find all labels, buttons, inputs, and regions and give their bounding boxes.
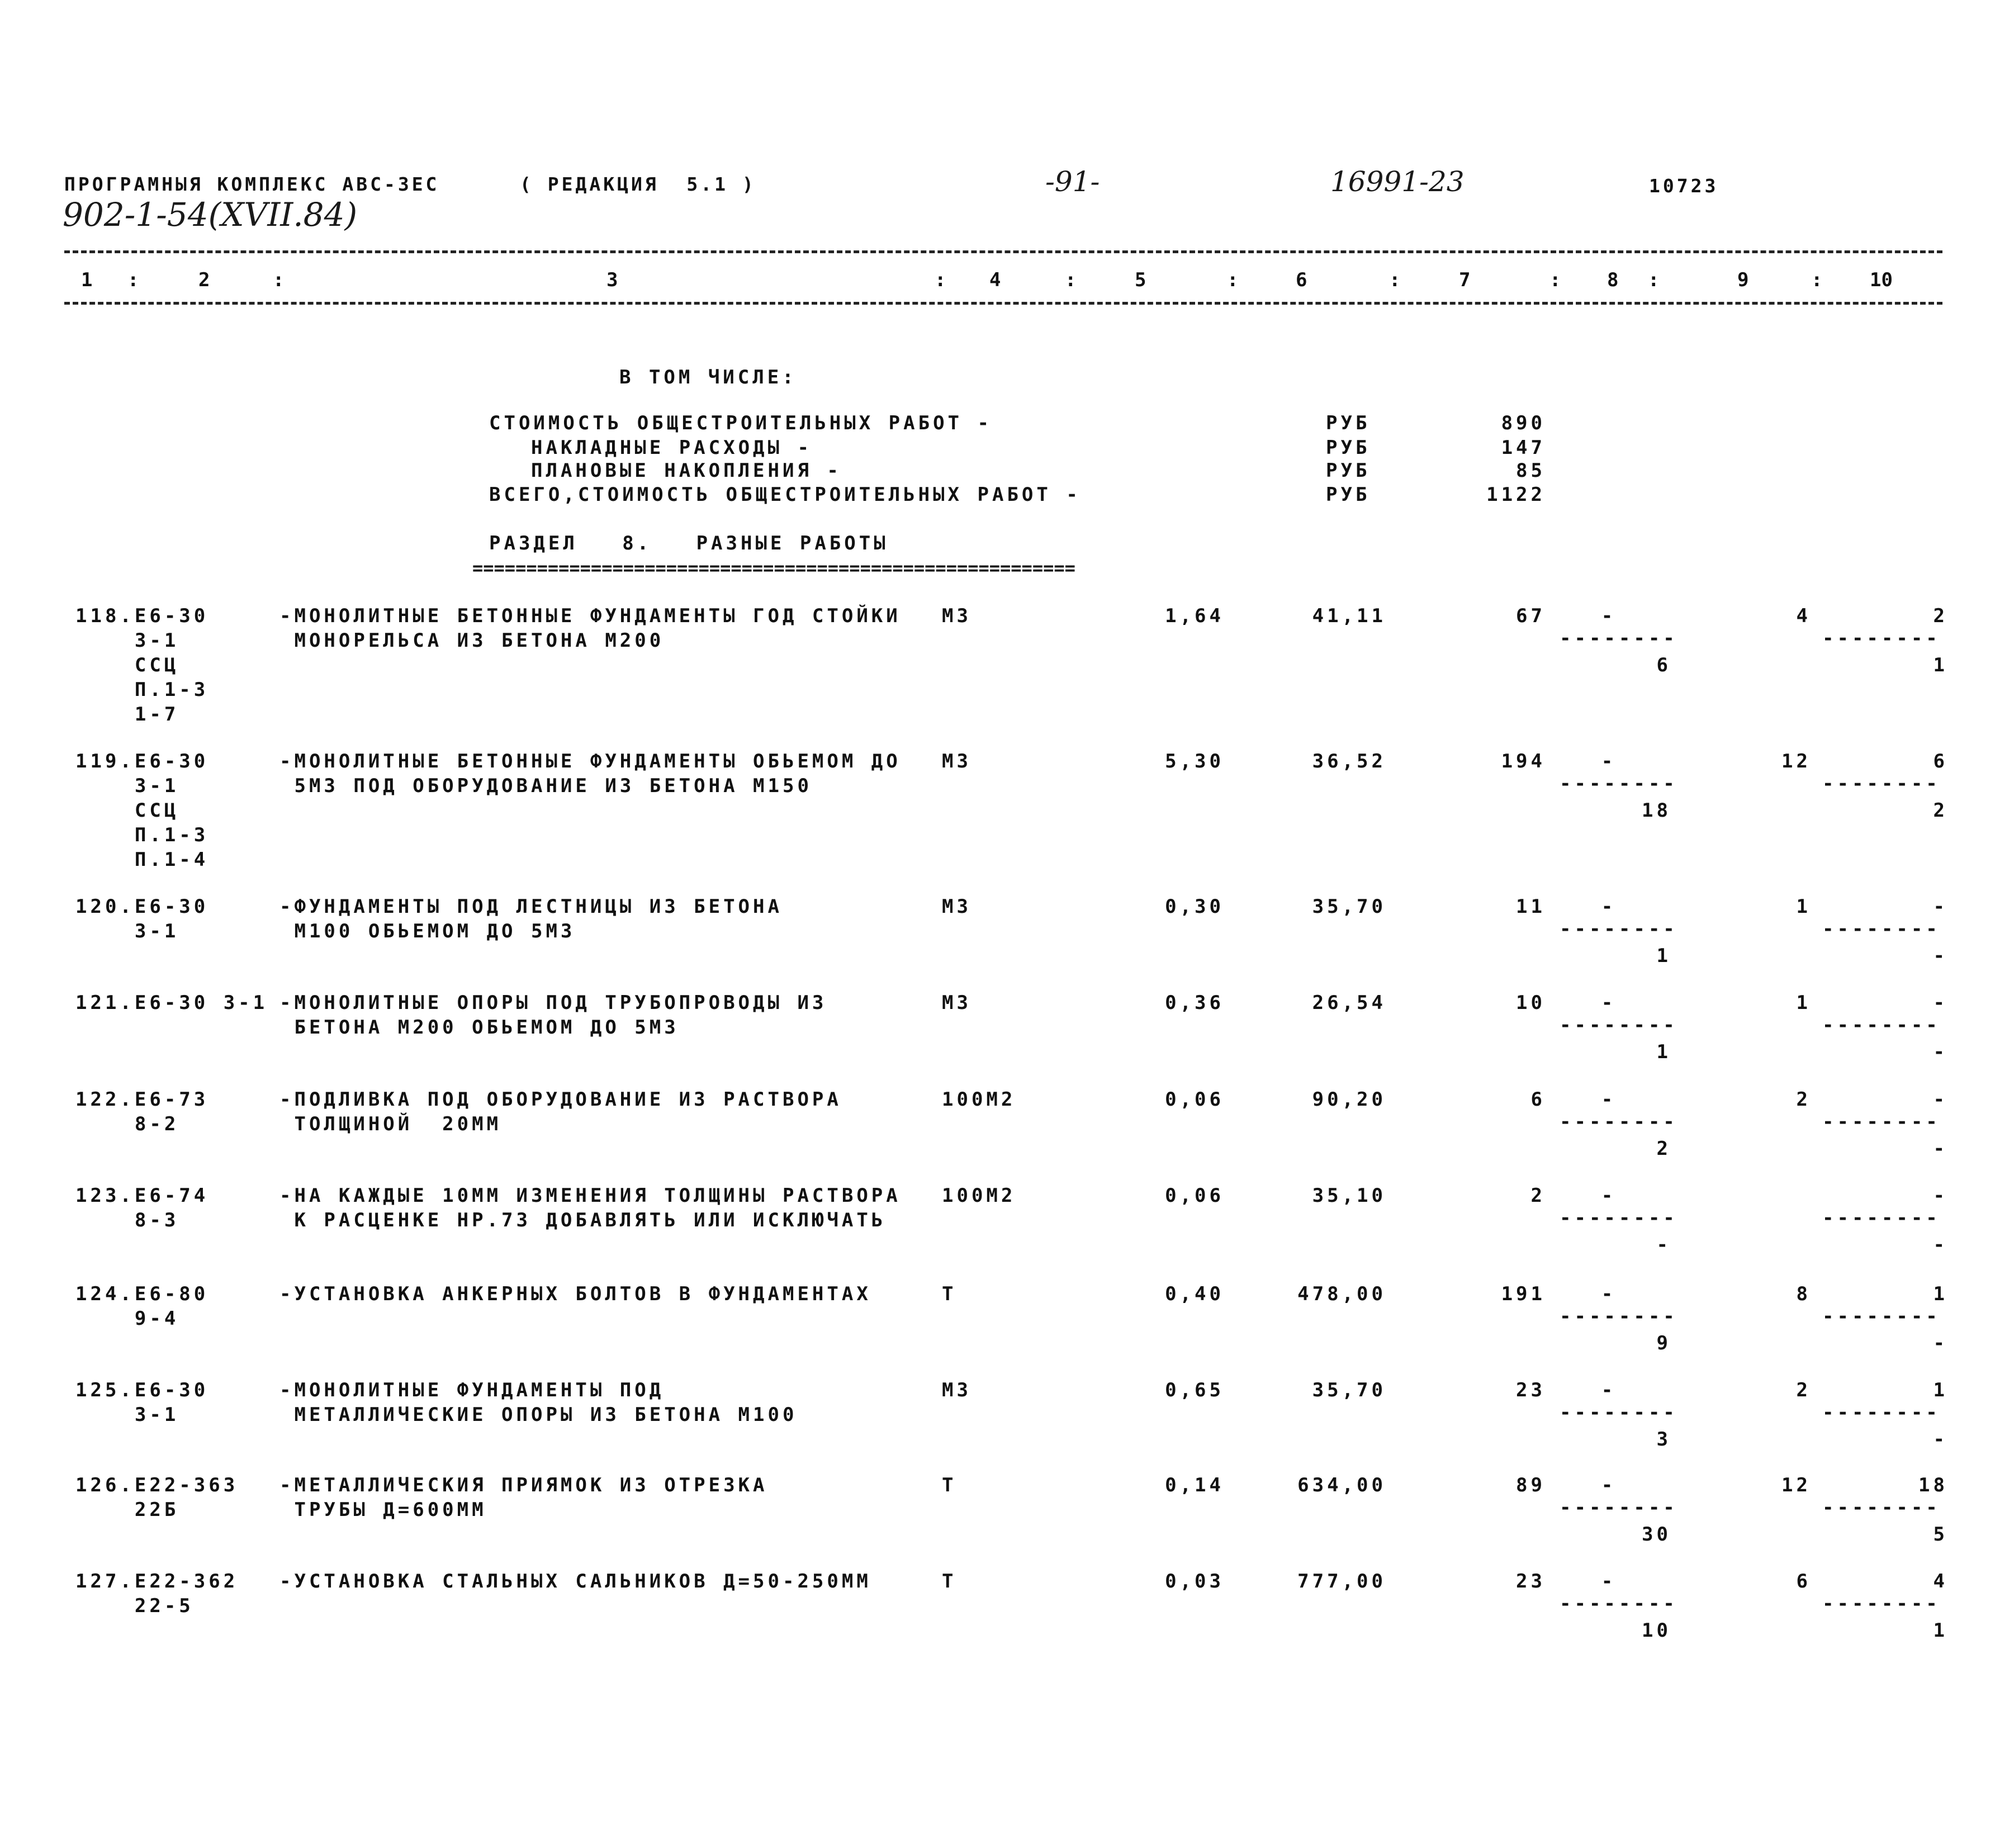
row-col10-top: - [1933, 895, 1948, 918]
row-unit: М3 [942, 605, 972, 627]
section-underline: ======================================================== [472, 557, 1075, 579]
row-col10-line: -------- [1822, 1496, 1941, 1519]
program-title: ПРОГРАМНЫЯ КОМПЛЕКС АВС-3ЕС [64, 173, 440, 195]
row-col10-bottom: - [1933, 1428, 1948, 1451]
document-code: 10723 [1649, 175, 1719, 197]
row-total: 10 [1516, 992, 1546, 1014]
row-description: -ФУНДАМЕНТЫ ПОД ЛЕСТНИЦЫ ИЗ БЕТОНА [279, 895, 783, 918]
column-number: 7 [1459, 269, 1471, 291]
row-col10-bottom: - [1933, 1138, 1948, 1160]
column-number: 2 [198, 269, 210, 291]
row-col8-top: - [1601, 1379, 1617, 1401]
row-col10-bottom: - [1933, 1041, 1948, 1063]
row-col8-bottom: 6 [1656, 654, 1671, 676]
row-quantity: 0,06 [1165, 1088, 1224, 1111]
row-col8-line: -------- [1560, 1593, 1678, 1615]
summary-value: 147 [1501, 437, 1546, 459]
row-code: 125.Е6-30 [75, 1379, 209, 1401]
row-col10-line: -------- [1822, 773, 1941, 795]
row-col10-bottom: 5 [1933, 1523, 1948, 1546]
row-unit-price: 35,70 [1312, 895, 1386, 918]
row-col8-bottom: - [1656, 1234, 1671, 1256]
header-rule-bottom [64, 302, 1942, 305]
row-col9: 12 [1781, 1474, 1811, 1496]
row-col10-top: 6 [1933, 750, 1948, 773]
row-code: 8-3 [75, 1209, 179, 1231]
column-separator: : [1389, 269, 1401, 291]
summary-unit: РУБ [1326, 484, 1371, 506]
column-separator: : [1065, 269, 1077, 291]
row-total: 23 [1516, 1379, 1546, 1401]
row-description: К РАСЦЕНКЕ НР.73 ДОБАВЛЯТЬ ИЛИ ИСКЛЮЧАТЬ [279, 1209, 887, 1231]
row-unit: Т [942, 1474, 957, 1496]
row-unit-price: 35,10 [1312, 1184, 1386, 1207]
document-number: 16991-23 [1330, 165, 1465, 198]
row-col9: 12 [1781, 750, 1811, 773]
row-col9: 2 [1796, 1379, 1811, 1401]
column-number: 6 [1296, 269, 1307, 291]
row-unit: Т [942, 1283, 957, 1305]
row-col10-top: 4 [1933, 1570, 1948, 1593]
row-col8-line: -------- [1560, 1401, 1678, 1424]
row-col8-top: - [1601, 895, 1617, 918]
row-col8-bottom: 18 [1642, 799, 1671, 822]
row-col10-bottom: 1 [1933, 654, 1948, 676]
column-number: 4 [989, 269, 1001, 291]
page-number: -91- [1045, 165, 1100, 198]
row-col8-top: - [1601, 1283, 1617, 1305]
row-quantity: 0,06 [1165, 1184, 1224, 1207]
row-code: 120.Е6-30 [75, 895, 209, 918]
row-quantity: 1,64 [1165, 605, 1224, 627]
row-quantity: 0,30 [1165, 895, 1224, 918]
row-col10-top: 1 [1933, 1379, 1948, 1401]
row-unit-price: 634,00 [1297, 1474, 1386, 1496]
row-col8-top: - [1601, 605, 1617, 627]
row-unit: М3 [942, 895, 972, 918]
row-unit: 100М2 [942, 1088, 1016, 1111]
row-unit: Т [942, 1570, 957, 1593]
row-quantity: 0,36 [1165, 992, 1224, 1014]
row-col10-top: - [1933, 1088, 1948, 1111]
row-col10-bottom: 1 [1933, 1619, 1948, 1642]
summary-unit: РУБ [1326, 459, 1371, 482]
row-col8-bottom: 9 [1656, 1332, 1671, 1354]
section-title: РАЗДЕЛ 8. РАЗНЫЕ РАБОТЫ [489, 532, 889, 555]
row-unit-price: 90,20 [1312, 1088, 1386, 1111]
row-total: 2 [1530, 1184, 1546, 1207]
row-col10-top: - [1933, 992, 1948, 1014]
row-description: -УСТАНОВКА СТАЛЬНЫХ САЛЬНИКОВ Д=50-250ММ [279, 1570, 871, 1593]
row-description: МЕТАЛЛИЧЕСКИЕ ОПОРЫ ИЗ БЕТОНА М100 [279, 1404, 798, 1426]
row-quantity: 0,14 [1165, 1474, 1224, 1496]
column-separator: : [1811, 269, 1823, 291]
summary-intro: В ТОМ ЧИСЛЕ: [619, 366, 797, 388]
row-description: -МОНОЛИТНЫЕ ФУНДАМЕНТЫ ПОД [279, 1379, 665, 1401]
row-col8-line: -------- [1560, 1496, 1678, 1519]
row-quantity: 0,40 [1165, 1283, 1224, 1305]
row-col10-line: -------- [1822, 1111, 1941, 1133]
row-code: ССЦ [75, 799, 179, 822]
row-col10-bottom: - [1933, 1332, 1948, 1354]
row-code: 123.Е6-74 [75, 1184, 209, 1207]
row-col8-top: - [1601, 1184, 1617, 1207]
row-col10-line: -------- [1822, 1305, 1941, 1328]
summary-label-planned: ПЛАНОВЫЕ НАКОПЛЕНИЯ - [531, 459, 842, 482]
row-code: П.1-4 [75, 849, 209, 871]
row-col10-line: -------- [1822, 918, 1941, 940]
row-code: 3-1 [75, 1404, 179, 1426]
row-col8-bottom: 10 [1642, 1619, 1671, 1642]
row-unit-price: 26,54 [1312, 992, 1386, 1014]
row-code: 1-7 [75, 703, 179, 726]
row-col8-line: -------- [1560, 1305, 1678, 1328]
row-code: 22Б [75, 1499, 179, 1521]
column-number: 3 [606, 269, 618, 291]
row-description: -МЕТАЛЛИЧЕСКИЯ ПРИЯМОК ИЗ ОТРЕЗКА [279, 1474, 768, 1496]
row-unit: 100М2 [942, 1184, 1016, 1207]
row-col9: 2 [1796, 1088, 1811, 1111]
row-total: 23 [1516, 1570, 1546, 1593]
row-col10-top: - [1933, 1184, 1948, 1207]
row-code: ССЦ [75, 654, 179, 676]
row-description: БЕТОНА М200 ОБЬЕМОМ ДО 5М3 [279, 1016, 679, 1039]
row-unit: М3 [942, 1379, 972, 1401]
row-col8-line: -------- [1560, 1207, 1678, 1229]
row-col10-line: -------- [1822, 1401, 1941, 1424]
column-separator: : [935, 269, 946, 291]
row-code: 118.Е6-30 [75, 605, 209, 627]
row-col9: 6 [1796, 1570, 1811, 1593]
summary-unit: РУБ [1326, 412, 1371, 434]
row-description: -МОНОЛИТНЫЕ БЕТОННЫЕ ФУНДАМЕНТЫ ГОД СТОЙКИ [279, 605, 901, 627]
row-col8-top: - [1601, 1088, 1617, 1111]
row-total: 6 [1530, 1088, 1546, 1111]
row-unit-price: 36,52 [1312, 750, 1386, 773]
row-total: 89 [1516, 1474, 1546, 1496]
row-col10-line: -------- [1822, 1593, 1941, 1615]
row-description: -НА КАЖДЫЕ 10ММ ИЗМЕНЕНИЯ ТОЛЩИНЫ РАСТВОРА [279, 1184, 901, 1207]
summary-unit: РУБ [1326, 437, 1371, 459]
row-total: 191 [1501, 1283, 1546, 1305]
column-number: 5 [1135, 269, 1146, 291]
row-description: -ПОДЛИВКА ПОД ОБОРУДОВАНИЕ ИЗ РАСТВОРА [279, 1088, 842, 1111]
row-col10-bottom: - [1933, 945, 1948, 967]
row-unit-price: 35,70 [1312, 1379, 1386, 1401]
row-unit-price: 777,00 [1297, 1570, 1386, 1593]
row-code: 3-1 [75, 775, 179, 797]
column-number: 10 [1870, 269, 1893, 291]
row-col9: 1 [1796, 895, 1811, 918]
row-col8-top: - [1601, 750, 1617, 773]
row-code: 127.Е22-362 [75, 1570, 239, 1593]
row-description: М100 ОБЬЕМОМ ДО 5М3 [279, 920, 576, 942]
row-col8-top: - [1601, 1474, 1617, 1496]
column-separator: : [1648, 269, 1660, 291]
row-col8-bottom: 1 [1656, 945, 1671, 967]
row-col10-bottom: 2 [1933, 799, 1948, 822]
column-number: 1 [81, 269, 93, 291]
column-separator: : [1549, 269, 1561, 291]
row-col8-line: -------- [1560, 1111, 1678, 1133]
header-rule-top [64, 250, 1942, 253]
column-separator: : [273, 269, 285, 291]
row-quantity: 0,03 [1165, 1570, 1224, 1593]
program-edition: ( РЕДАКЦИЯ 5.1 ) [520, 173, 756, 195]
row-code: 8-2 [75, 1113, 179, 1135]
row-col8-line: -------- [1560, 627, 1678, 650]
row-col8-top: - [1601, 1570, 1617, 1593]
column-number: 8 [1607, 269, 1619, 291]
row-description: -МОНОЛИТНЫЕ БЕТОННЫЕ ФУНДАМЕНТЫ ОБЬЕМОМ ДО [279, 750, 901, 773]
row-col8-bottom: 1 [1656, 1041, 1671, 1063]
row-col10-top: 1 [1933, 1283, 1948, 1305]
row-col8-line: -------- [1560, 918, 1678, 940]
row-description: ТРУБЫ Д=600ММ [279, 1499, 487, 1521]
row-quantity: 5,30 [1165, 750, 1224, 773]
summary-label-overhead: НАКЛАДНЫЕ РАСХОДЫ - [531, 437, 812, 459]
row-col10-top: 18 [1918, 1474, 1948, 1496]
row-col9: 4 [1796, 605, 1811, 627]
row-description: -УСТАНОВКА АНКЕРНЫХ БОЛТОВ В ФУНДАМЕНТАХ [279, 1283, 871, 1305]
row-code: П.1-3 [75, 824, 209, 846]
row-description: 5М3 ПОД ОБОРУДОВАНИЕ ИЗ БЕТОНА М150 [279, 775, 812, 797]
row-col8-line: -------- [1560, 773, 1678, 795]
row-quantity: 0,65 [1165, 1379, 1224, 1401]
row-col10-line: -------- [1822, 627, 1941, 650]
summary-value: 1122 [1486, 484, 1546, 506]
row-description: МОНОРЕЛЬСА ИЗ БЕТОНА М200 [279, 629, 665, 652]
row-code: 119.Е6-30 [75, 750, 209, 773]
row-code: 9-4 [75, 1307, 179, 1330]
row-col8-line: -------- [1560, 1014, 1678, 1036]
row-description: -МОНОЛИТНЫЕ ОПОРЫ ПОД ТРУБОПРОВОДЫ ИЗ [279, 992, 827, 1014]
row-col10-bottom: - [1933, 1234, 1948, 1256]
row-code: 3-1 [75, 920, 179, 942]
column-separator: : [1227, 269, 1239, 291]
summary-label-total: ВСЕГО,СТОИМОСТЬ ОБЩЕСТРОИТЕЛЬНЫХ РАБОТ - [489, 484, 1081, 506]
summary-value: 85 [1516, 459, 1546, 482]
row-col10-line: -------- [1822, 1014, 1941, 1036]
row-col9: 1 [1796, 992, 1811, 1014]
row-total: 67 [1516, 605, 1546, 627]
row-unit-price: 41,11 [1312, 605, 1386, 627]
row-col8-bottom: 2 [1656, 1138, 1671, 1160]
row-unit-price: 478,00 [1297, 1283, 1386, 1305]
summary-label-general: СТОИМОСТЬ ОБЩЕСТРОИТЕЛЬНЫХ РАБОТ - [489, 412, 992, 434]
row-col8-bottom: 3 [1656, 1428, 1671, 1451]
row-col9: 8 [1796, 1283, 1811, 1305]
row-description: ТОЛЩИНОЙ 20ММ [279, 1113, 502, 1135]
column-number: 9 [1737, 269, 1749, 291]
row-code: 124.Е6-80 [75, 1283, 209, 1305]
row-code: 126.Е22-363 [75, 1474, 239, 1496]
row-unit: М3 [942, 992, 972, 1014]
summary-value: 890 [1501, 412, 1546, 434]
row-col8-bottom: 30 [1642, 1523, 1671, 1546]
row-col10-line: -------- [1822, 1207, 1941, 1229]
row-code: 121.Е6-30 3-1 [75, 992, 268, 1014]
row-col10-top: 2 [1933, 605, 1948, 627]
column-separator: : [127, 269, 139, 291]
row-total: 194 [1501, 750, 1546, 773]
row-col8-top: - [1601, 992, 1617, 1014]
project-designation: 902-1-54(XVII.84) [63, 196, 358, 234]
row-unit: М3 [942, 750, 972, 773]
row-total: 11 [1516, 895, 1546, 918]
row-code: П.1-3 [75, 679, 209, 701]
row-code: 3-1 [75, 629, 179, 652]
row-code: 122.Е6-73 [75, 1088, 209, 1111]
row-code: 22-5 [75, 1595, 194, 1617]
